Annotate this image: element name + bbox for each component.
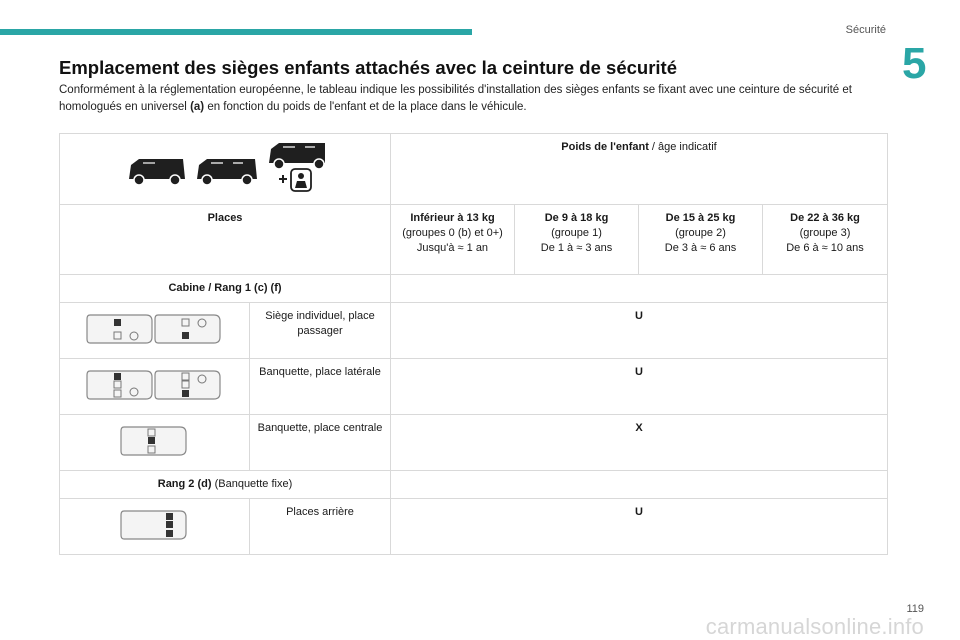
weight-header-cell — [391, 134, 888, 205]
table-row — [60, 415, 888, 471]
empty-cell — [391, 275, 888, 303]
weight-header-bold: Poids de l'enfant — [561, 141, 649, 153]
van-icon — [197, 159, 257, 185]
section-label-row2 — [60, 471, 391, 499]
table-row — [60, 205, 888, 275]
seat-diagram-icon — [86, 311, 224, 347]
seat-diagram-cell — [60, 303, 250, 359]
page-number: 119 — [906, 603, 924, 615]
group-line: De 3 à ≈ 6 ans — [664, 242, 737, 254]
group-line: Jusqu'à ≈ 1 an — [416, 242, 489, 254]
child-seat-table — [59, 133, 888, 555]
row-value: X — [391, 415, 888, 471]
group-cell — [639, 205, 763, 275]
group-line: (groupes 0 (b) et 0+) — [402, 227, 503, 239]
group-line: (groupe 1) — [551, 227, 602, 239]
section-label-rest: (Banquette fixe) — [211, 478, 293, 490]
vehicle-icons — [125, 143, 325, 193]
seat-diagram-cell — [60, 359, 250, 415]
group-title: De 9 à 18 kg — [544, 212, 609, 224]
group-line: (groupe 2) — [675, 227, 726, 239]
group-title: De 15 à 25 kg — [665, 212, 736, 224]
weight-header-rest: / âge indicatif — [648, 141, 717, 153]
seat-diagram-icon — [86, 367, 224, 403]
row-label: Places arrière — [250, 499, 391, 555]
seat-diagram-cell — [60, 499, 250, 555]
group-line: De 6 à ≈ 10 ans — [786, 242, 864, 254]
table-row — [60, 303, 888, 359]
row-label: Siège individuel, place passager — [250, 303, 391, 359]
intro-paragraph — [59, 82, 889, 116]
places-header: Places — [60, 205, 391, 275]
section-label-bold: Rang 2 (d) — [157, 478, 212, 490]
section-label: Sécurité — [845, 24, 886, 36]
watermark: carmanualsonline.info — [705, 614, 924, 639]
group-line: De 1 à ≈ 3 ans — [540, 242, 613, 254]
empty-cell — [391, 471, 888, 499]
intro-text-2: en fonction du poids de l'enfant et de la place dans le véhicule. — [204, 101, 527, 113]
section-label-cabin: Cabine / Rang 1 (c) (f) — [60, 275, 391, 303]
group-line: (groupe 3) — [799, 227, 851, 239]
group-title: Inférieur à 13 kg — [410, 212, 495, 224]
group-cell — [763, 205, 888, 275]
table-header-row — [60, 134, 888, 205]
seat-diagram-icon — [120, 423, 190, 459]
seat-diagram-icon — [120, 507, 190, 543]
row-label: Banquette, place latérale — [250, 359, 391, 415]
intro-text-1: Conformément à la réglementation européenne, le tableau indique les possibilités d'installation des sièges enfants se fixant avec une ceinture de sécurité et homologués en universel — [59, 84, 852, 113]
intro-text-bold: (a) — [190, 101, 205, 113]
group-cell — [391, 205, 515, 275]
row-value: U — [391, 499, 888, 555]
page-title: Emplacement des sièges enfants attachés avec la ceinture de sécurité — [59, 57, 677, 78]
van-icon — [129, 159, 185, 185]
section-row — [60, 471, 888, 499]
section-row — [60, 275, 888, 303]
seat-diagram-cell — [60, 415, 250, 471]
van-icon — [269, 143, 325, 169]
header-accent-bar — [0, 29, 472, 35]
vehicle-icons-cell — [60, 134, 391, 205]
group-cell — [515, 205, 639, 275]
group-title: De 22 à 36 kg — [790, 212, 860, 224]
chapter-number: 5 — [902, 39, 927, 88]
row-value: U — [391, 359, 888, 415]
child-seat-icon — [279, 169, 311, 191]
table-row — [60, 359, 888, 415]
row-label: Banquette, place centrale — [250, 415, 391, 471]
table-row — [60, 499, 888, 555]
row-value: U — [391, 303, 888, 359]
